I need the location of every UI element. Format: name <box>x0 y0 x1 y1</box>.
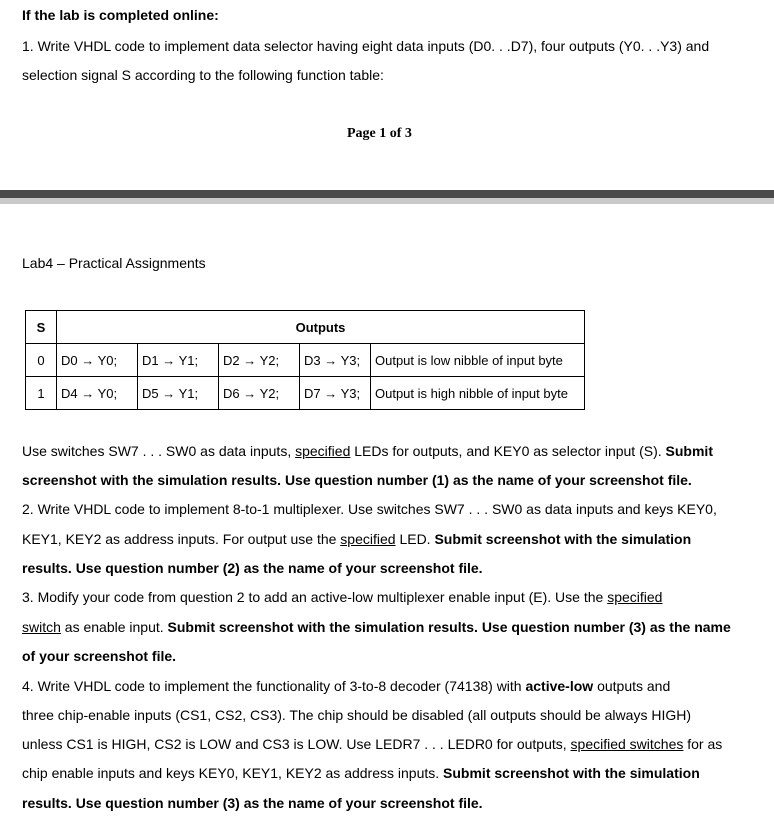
para-3-line-1 <box>22 589 762 605</box>
underlined-text: specified <box>340 531 396 547</box>
bold-text: Submit screenshot with the simulation results. Use question number (3) as the name <box>167 619 731 635</box>
text: 4. Write VHDL code to implement the functionality of 3-to-8 decoder (74138) with <box>22 678 526 694</box>
page-break-dark-bar <box>0 190 774 198</box>
text: LED. <box>395 531 435 547</box>
text: KEY1, KEY2 as address inputs. For output use the <box>22 531 341 547</box>
row1-c2: D5 → Y1; <box>138 377 219 410</box>
row0-s: 0 <box>26 344 57 377</box>
bold-text: Submit screenshot with the simulation <box>434 531 692 547</box>
text: LEDs for outputs, and KEY0 as selector input (S). <box>350 443 666 459</box>
table-row <box>26 344 585 377</box>
function-table <box>25 310 585 410</box>
para-1-line-2: screenshot with the simulation results. Use question number (1) as the name of your screenshot file. <box>22 472 692 488</box>
para-2-line-1: 2. Write VHDL code to implement 8-to-1 multiplexer. Use switches SW7 . . . SW0 as data inputs and keys KEY0, <box>22 501 717 517</box>
para-4-line-2: three chip-enable inputs (CS1, CS2, CS3). The chip should be disabled (all outputs should be always HIGH) <box>22 707 691 723</box>
para-3-line-2 <box>22 619 762 635</box>
row0-c2: D1 → Y1; <box>138 344 219 377</box>
question-1-line-1: 1. Write VHDL code to implement data selector having eight data inputs (D0. . .D7), four outputs (Y0. . .Y3) and <box>22 38 710 54</box>
para-1-line-1 <box>22 443 762 459</box>
para-4-line-3 <box>22 736 762 752</box>
text: outputs and <box>593 678 671 694</box>
table-header-row <box>26 311 585 344</box>
bold-text: Submit <box>665 443 713 459</box>
para-4-line-5: results. Use question number (3) as the name of your screenshot file. <box>22 795 483 811</box>
para-3-line-3: of your screenshot file. <box>22 648 177 664</box>
question-1-line-2: selection signal S according to the following function table: <box>22 67 384 83</box>
header-s: S <box>26 311 57 344</box>
section-title: Lab4 – Practical Assignments <box>22 255 206 271</box>
text: Use switches SW7 . . . SW0 as data inputs, <box>22 443 296 459</box>
row1-c1: D4 → Y0; <box>57 377 138 410</box>
text: chip enable inputs and keys KEY0, KEY1, KEY2 as address inputs. <box>22 765 444 781</box>
underlined-text: specified <box>607 589 663 605</box>
underlined-text: specified <box>295 443 351 459</box>
text: 3. Modify your code from question 2 to add an active-low multiplexer enable input (E). Use the <box>22 589 608 605</box>
row1-note: Output is high nibble of input byte <box>371 377 585 410</box>
bold-text: active-low <box>525 678 594 694</box>
page-number: Page 1 of 3 <box>347 126 412 141</box>
row1-c3: D6 → Y2; <box>219 377 300 410</box>
para-2-line-2 <box>22 531 762 547</box>
text: as enable input. <box>60 619 168 635</box>
row0-c1: D0 → Y0; <box>57 344 138 377</box>
para-4-line-4 <box>22 765 762 781</box>
row0-c4: D3 → Y3; <box>300 344 371 377</box>
para-2-line-3: results. Use question number (2) as the name of your screenshot file. <box>22 560 483 576</box>
row1-c4: D7 → Y3; <box>300 377 371 410</box>
text: unless CS1 is HIGH, CS2 is LOW and CS3 is LOW. Use LEDR7 . . . LEDR0 for outputs, <box>22 736 571 752</box>
underlined-text: specified switches <box>570 736 684 752</box>
row0-note: Output is low nibble of input byte <box>371 344 585 377</box>
bold-text: Submit screenshot with the simulation <box>443 765 700 781</box>
underlined-text: switch <box>22 619 61 635</box>
row0-c3: D2 → Y2; <box>219 344 300 377</box>
heading-online: If the lab is completed online: <box>22 7 219 23</box>
page-break-light-bar <box>0 198 774 204</box>
para-4-line-1 <box>22 678 762 694</box>
text: for as <box>683 736 723 752</box>
header-outputs: Outputs <box>57 311 585 344</box>
table-row <box>26 377 585 410</box>
row1-s: 1 <box>26 377 57 410</box>
